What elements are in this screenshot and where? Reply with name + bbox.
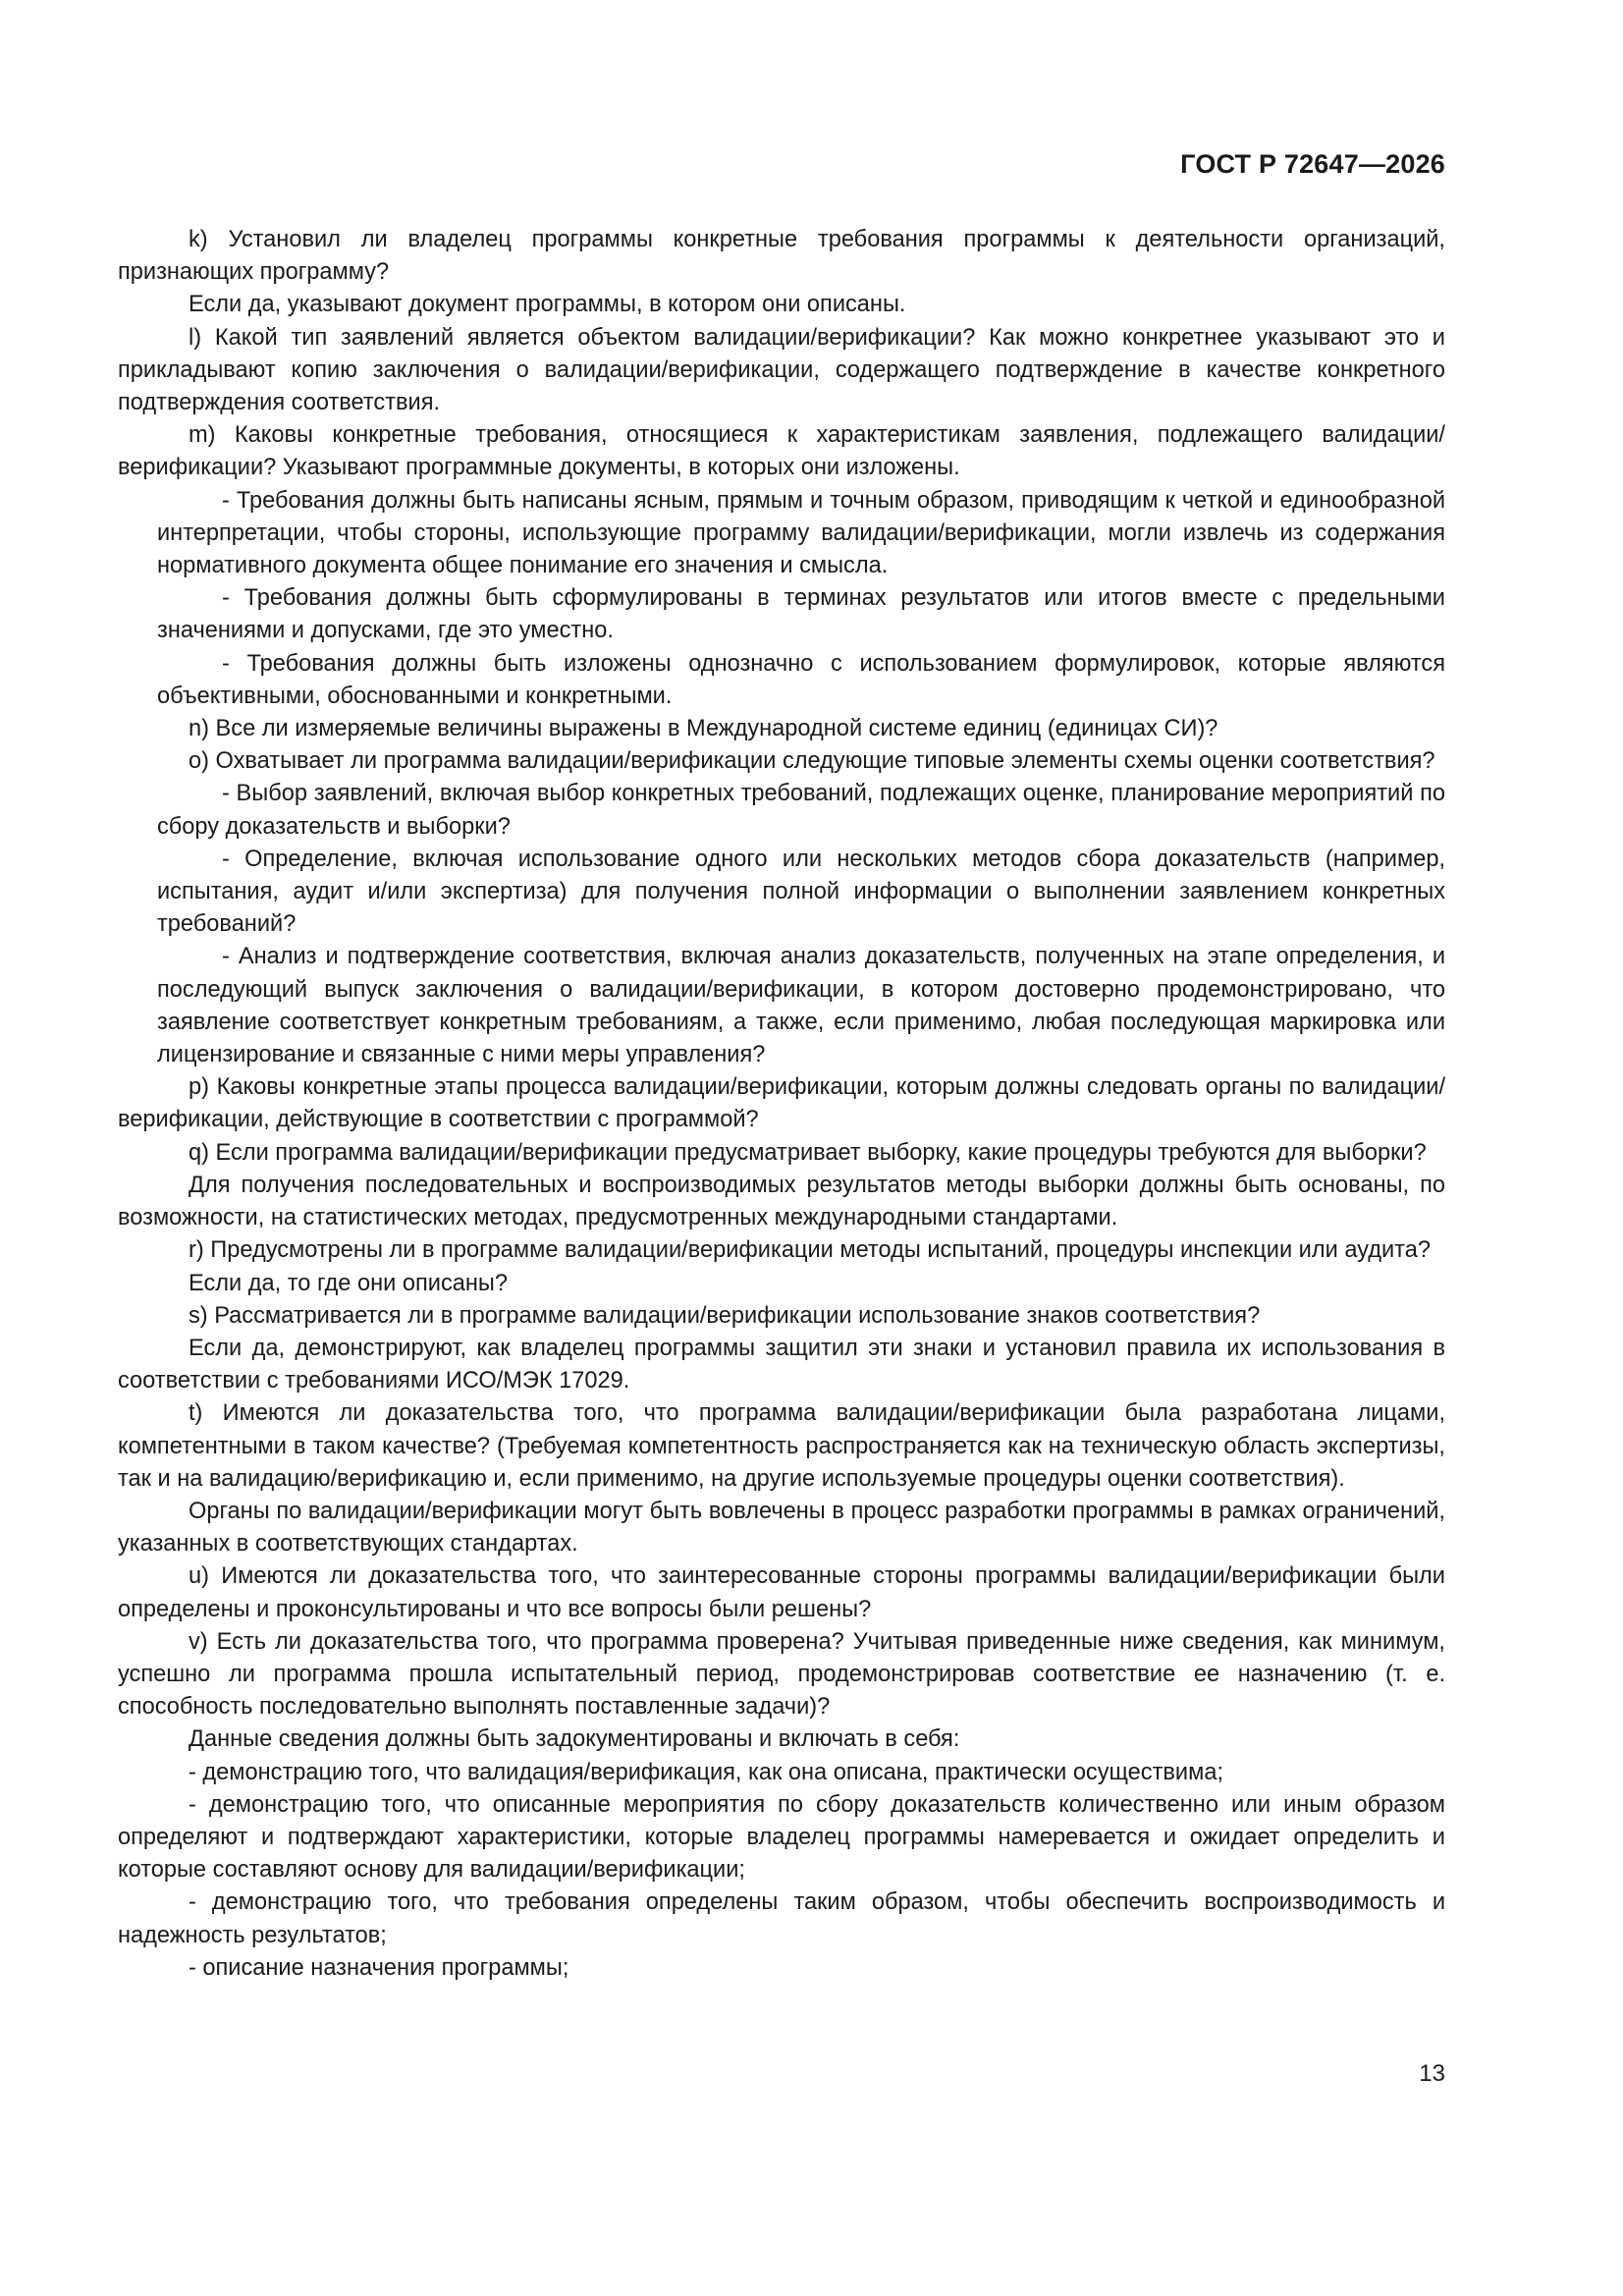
sub-item: - Выбор заявлений, включая выбор конкретных требований, подлежащих оценке, планирование мероприятий по сбору доказательств и выборки? bbox=[157, 781, 1445, 840]
paragraph-q: q) Если программа валидации/верификации предусматривает выборку, какие процедуры требуются для выборки? bbox=[189, 1139, 1427, 1166]
paragraph: Если да, указывают документ программы, в котором они описаны. bbox=[189, 292, 906, 318]
paragraph: Если да, то где они описаны? bbox=[189, 1270, 508, 1296]
list-item: - демонстрацию того, что требования определены таким образом, чтобы обеспечить воспроизводимость и надежность результатов; bbox=[118, 1889, 1445, 1948]
paragraph-u: u) Имеются ли доказательства того, что заинтересованные стороны программы валидации/верификации были определены и проконсультированы и что все вопросы были решены? bbox=[118, 1563, 1445, 1622]
paragraph-m: m) Каковы конкретные требования, относящиеся к характеристикам заявления, подлежащего валидации/верификации? Указывают программные документы, в которых они изложены. bbox=[118, 422, 1445, 481]
list-item: - описание назначения программы; bbox=[189, 1954, 569, 1981]
list-item: - демонстрацию того, что описанные мероприятия по сбору доказательств количественно или иным образом определяют и подтверждают характеристики, которые владелец программы намеревается и ожидает определить и которые составляют основу для валидации/верификации; bbox=[118, 1791, 1445, 1884]
list-item: - демонстрацию того, что валидация/верификация, как она описана, практически осуществима; bbox=[189, 1759, 1224, 1785]
paragraph-p: p) Каковы конкретные этапы процесса валидации/верификации, которым должны следовать органы по валидации/верификации, действующие в соответствии с программой? bbox=[118, 1074, 1445, 1133]
paragraph-l: l) Какой тип заявлений является объектом валидации/верификации? Как можно конкретнее указывают это и прикладывают копию заключения о валидации/верификации, содержащего подтверждение в качестве конкретного подтверждения соответствия. bbox=[118, 324, 1445, 416]
sub-item: - Анализ и подтверждение соответствия, включая анализ доказательств, полученных на этапе определения, и последующий выпуск заключения о валидации/верификации, в котором достоверно продемонстрировано, что заявление соответствует конкретным требованиям, а также, если применимо, любая последующая маркировка или лицензирование и связанные с ними меры управления? bbox=[157, 944, 1445, 1068]
paragraph: Для получения последовательных и воспроизводимых результатов методы выборки должны быть основаны, по возможности, на статистических методах, предусмотренных международными стандартами. bbox=[118, 1172, 1445, 1231]
paragraph: Данные сведения должны быть задокументированы и включать в себя: bbox=[189, 1726, 960, 1753]
paragraph-k: k) Установил ли владелец программы конкретные требования программы к деятельности организаций, признающих программу? bbox=[118, 227, 1445, 286]
paragraph: Органы по валидации/верификации могут быть вовлечены в процесс разработки программы в рамках ограничений, указанных в соответствующих стандартах. bbox=[118, 1498, 1445, 1558]
sub-item: - Требования должны быть написаны ясным, прямым и точным образом, приводящим к четкой и единообразной интерпретации, чтобы стороны, использующие программу валидации/верификации, могли извлечь из содержания нормативного документа общее понимание его значения и смысла. bbox=[157, 487, 1445, 579]
page-number: 13 bbox=[1419, 2060, 1445, 2087]
paragraph-v: v) Есть ли доказательства того, что программа проверена? Учитывая приведенные ниже сведения, как минимум, успешно ли программа прошла испытательный период, продемонстрировав соответствие ее назначению (т. е. способность последовательно выполнять поставленные задачи)? bbox=[118, 1628, 1445, 1721]
paragraph: Если да, демонстрируют, как владелец программы защитил эти знаки и установил правила их использования в соответствии с требованиями ИСО/МЭК 17029. bbox=[118, 1335, 1445, 1394]
sub-item: - Определение, включая использование одного или нескольких методов сбора доказательств (например, испытания, аудит и/или экспертиза) для получения полной информации о выполнении заявлением конкретных требований? bbox=[157, 846, 1445, 938]
paragraph-s: s) Рассматривается ли в программе валидации/верификации использование знаков соответствия? bbox=[189, 1302, 1261, 1329]
paragraph-r: r) Предусмотрены ли в программе валидации/верификации методы испытаний, процедуры инспекции или аудита? bbox=[189, 1237, 1431, 1264]
sub-item: - Требования должны быть изложены однозначно с использованием формулировок, которые являются объективными, обоснованными и конкретными. bbox=[157, 650, 1445, 709]
paragraph-n: n) Все ли измеряемые величины выражены в Международной системе единиц (единицах СИ)? bbox=[189, 716, 1218, 742]
sub-item: - Требования должны быть сформулированы в терминах результатов или итогов вместе с предельными значениями и допусками, где это уместно. bbox=[157, 585, 1445, 644]
document-header: ГОСТ Р 72647—2026 bbox=[1180, 149, 1445, 179]
page-body bbox=[118, 224, 1445, 1985]
paragraph-t: t) Имеются ли доказательства того, что программа валидации/верификации была разработана лицами, компетентными в таком качестве? (Требуемая компетентность распространяется как на техническую область экспертизы, так и на валидацию/верификацию и, если применимо, на другие используемые процедуры оценки соответствия). bbox=[118, 1400, 1445, 1492]
paragraph-o: o) Охватывает ли программа валидации/верификации следующие типовые элементы схемы оценки соответствия? bbox=[189, 748, 1435, 775]
